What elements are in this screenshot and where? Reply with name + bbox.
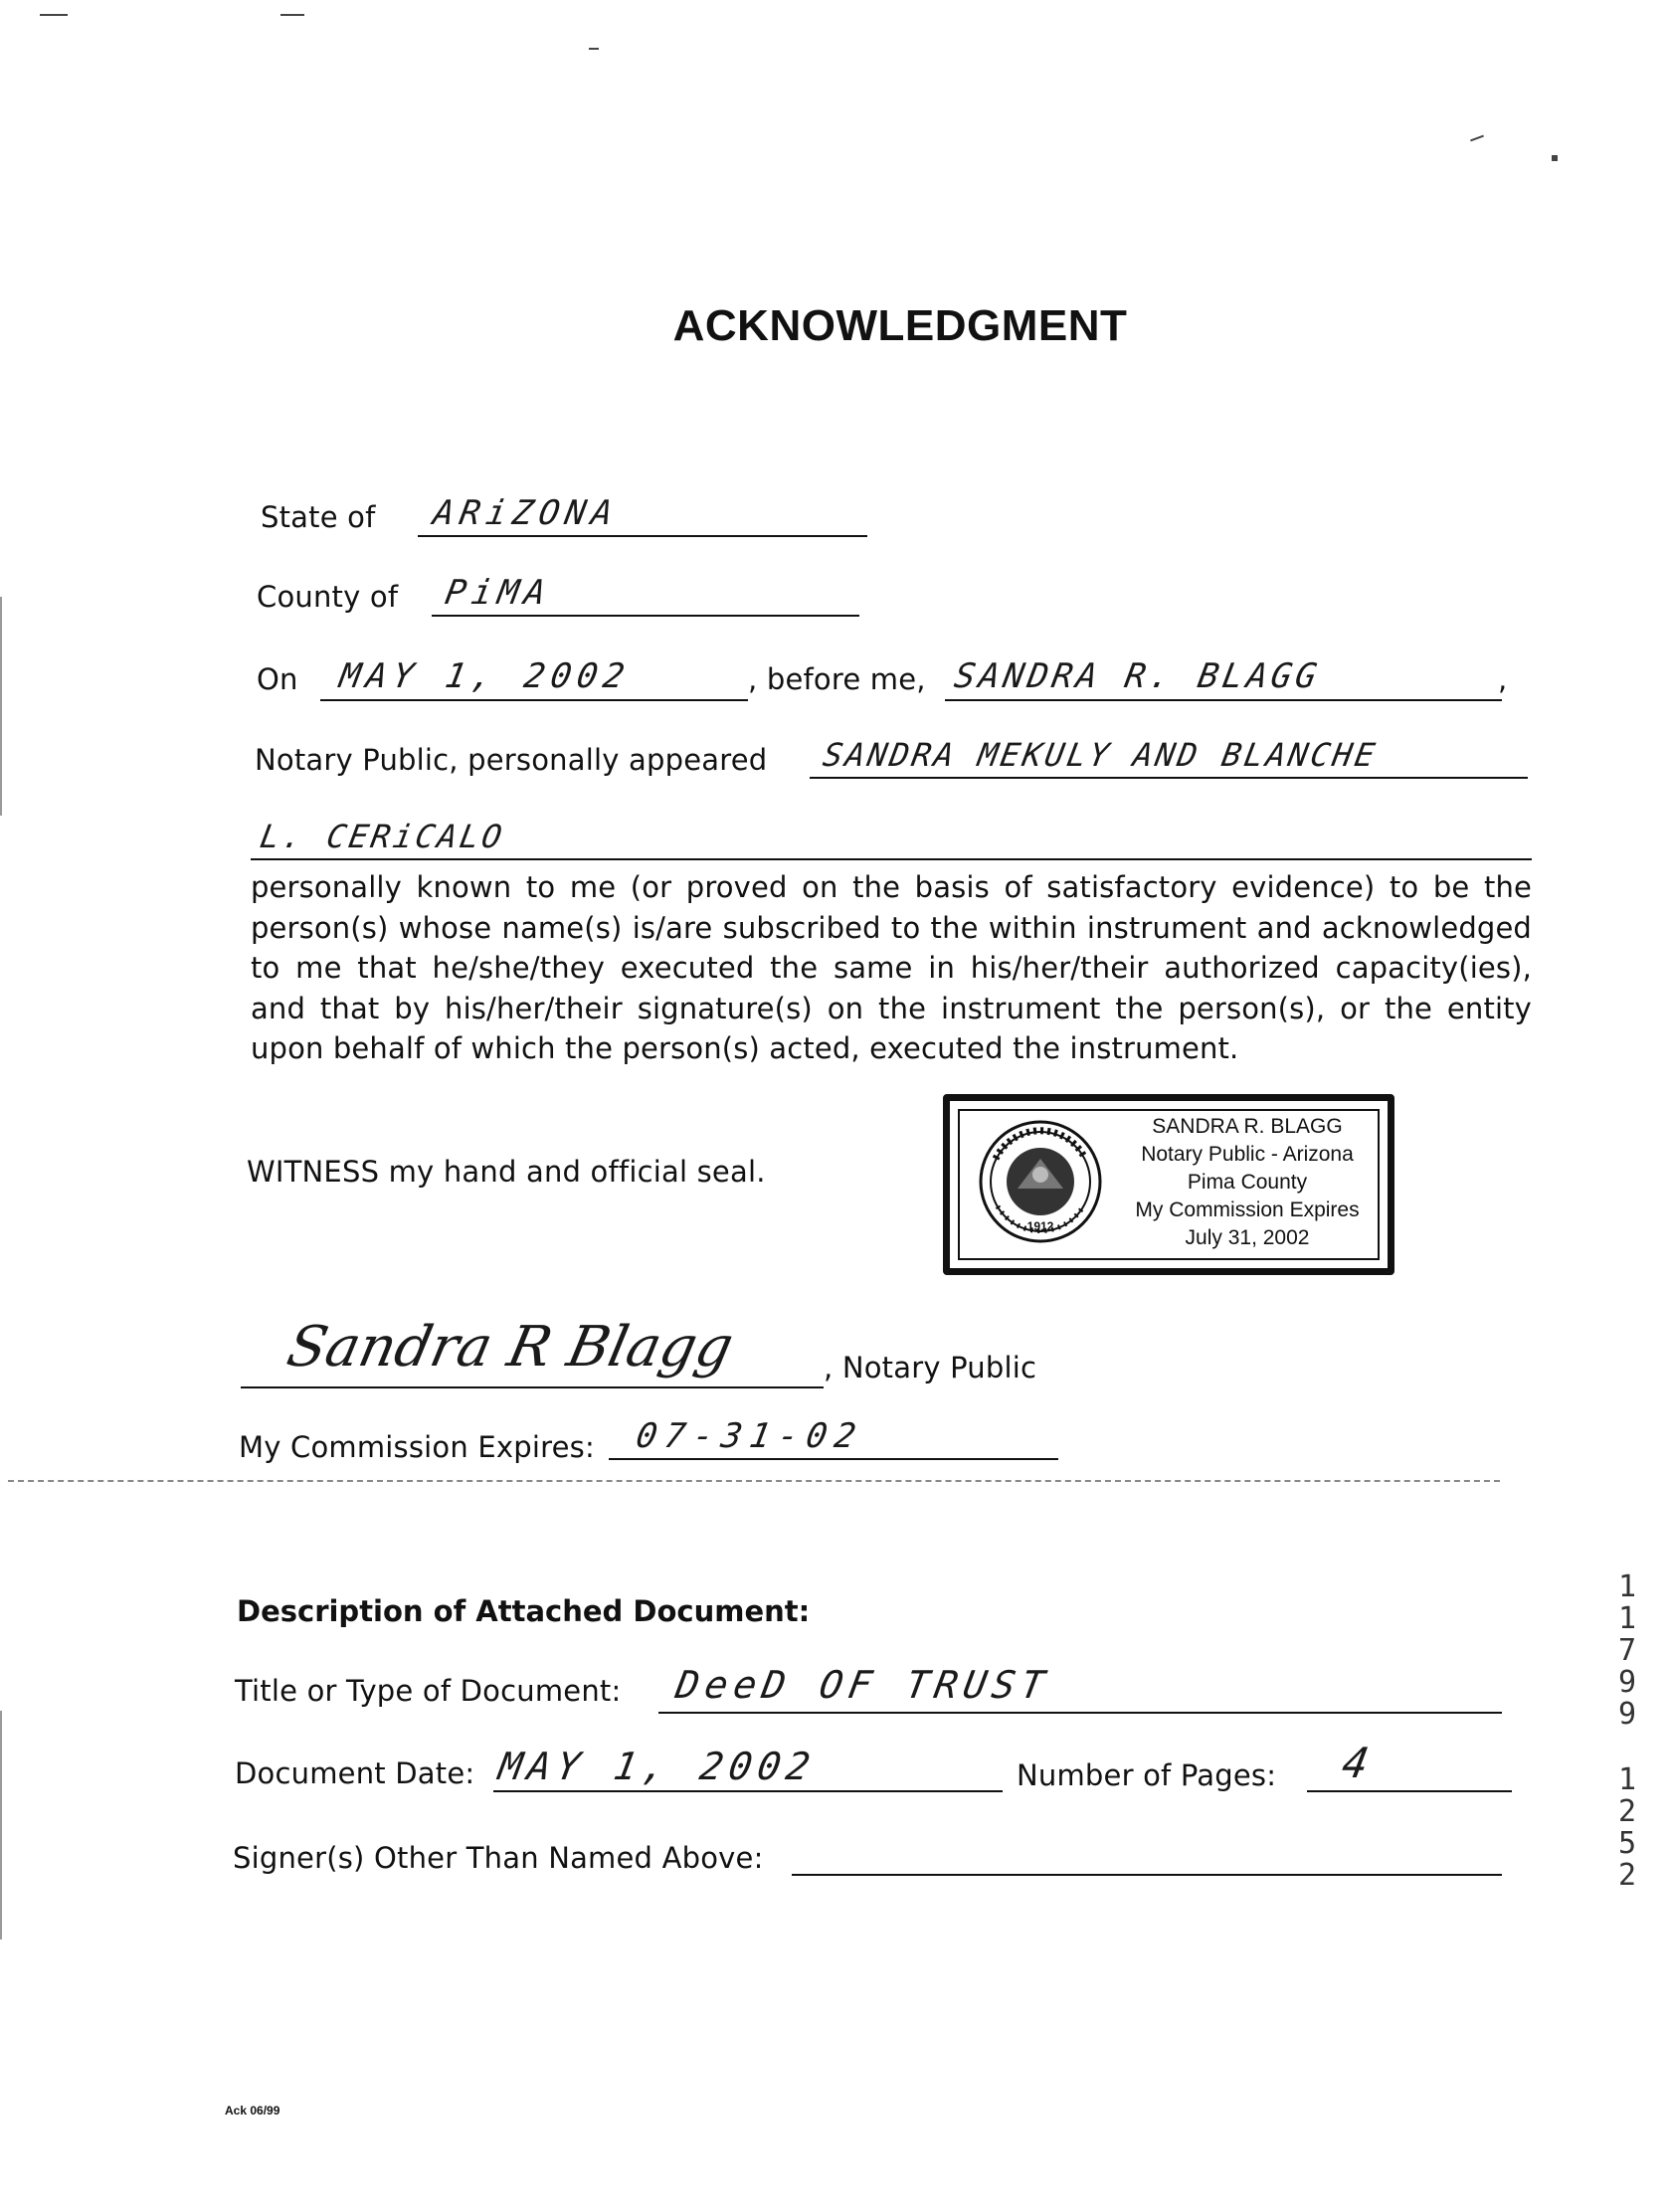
- form-code: Ack 06/99: [225, 2104, 280, 2118]
- recording-digit: 2: [1617, 1858, 1637, 1893]
- commission-value: 07-31-02: [633, 1416, 867, 1456]
- appeared-label: Notary Public, personally appeared: [255, 743, 768, 777]
- scan-artifact: [280, 14, 304, 16]
- scan-artifact: [1470, 135, 1484, 142]
- stamp-line-expires-label: My Commission Expires: [1135, 1198, 1360, 1221]
- state-label: State of: [261, 500, 376, 534]
- signers-label: Signer(s) Other Than Named Above:: [233, 1841, 764, 1875]
- stamp-line-county: Pima County: [1187, 1171, 1308, 1194]
- recording-digit: 5: [1617, 1826, 1637, 1861]
- doc-date-line: [493, 1790, 1003, 1792]
- doc-type-value: DeeD OF TRUST: [672, 1663, 1054, 1707]
- scan-artifact: [40, 14, 68, 16]
- notary-name: SANDRA R. BLAGG: [951, 656, 1324, 696]
- commission-line: [609, 1458, 1058, 1460]
- county-label: County of: [257, 580, 399, 614]
- appeared-line-1: [810, 777, 1528, 779]
- county-line: [432, 615, 859, 617]
- stamp-line-expires-date: July 31, 2002: [1185, 1226, 1310, 1249]
- recording-digit: 9: [1617, 1697, 1637, 1732]
- appeared-names-line2: L. CERiCALO: [257, 818, 508, 855]
- scan-artifact: [8, 1480, 1500, 1482]
- recording-gap: [1607, 1731, 1647, 1764]
- notary-public-label: , Notary Public: [824, 1351, 1037, 1384]
- acknowledgment-paragraph: personally known to me (or proved on the basis of satisfactory evidence) to be the person(s) whose name(s) is/are subscribed to the within instrument and acknowledged to me that he/she/they executed the same in his/her/their authorized capacity(ies), and that by his/her/their signature(s) on the instrument the person(s), or the entity upon behalf of which the person(s) acted, executed the instrument.: [251, 870, 1532, 1065]
- acknowledgment-date: MAY 1, 2002: [336, 656, 634, 696]
- recording-digit: 1: [1617, 1569, 1637, 1604]
- recording-digit: 7: [1617, 1633, 1637, 1668]
- scan-artifact: [1552, 155, 1558, 161]
- recording-digit: 1: [1617, 1601, 1637, 1636]
- doc-date-value: MAY 1, 2002: [495, 1745, 820, 1788]
- signature-line: [241, 1386, 824, 1388]
- witness-statement: WITNESS my hand and official seal.: [247, 1155, 766, 1189]
- scan-artifact: [589, 48, 599, 50]
- recording-digit: 1: [1617, 1762, 1637, 1797]
- pages-label: Number of Pages:: [1017, 1758, 1277, 1792]
- pages-value: 4: [1338, 1739, 1379, 1787]
- document-title: ACKNOWLEDGMENT: [672, 301, 1128, 350]
- pages-line: [1307, 1790, 1512, 1792]
- state-seal-icon: [978, 1119, 1103, 1244]
- state-value: ARiZONA: [430, 493, 622, 533]
- date-line: [320, 699, 748, 701]
- stamp-text: [1113, 1113, 1382, 1252]
- notary-name-line: [945, 699, 1502, 701]
- scan-artifact: [0, 1711, 2, 1939]
- seal-year: 1912: [1026, 1219, 1054, 1233]
- scan-artifact: [0, 597, 2, 816]
- on-label: On: [257, 662, 298, 696]
- before-me-label: , before me,: [748, 662, 926, 696]
- notary-stamp: [943, 1094, 1394, 1275]
- signers-line: [792, 1874, 1502, 1876]
- recording-digit: 2: [1617, 1794, 1637, 1829]
- trailing-comma: ,: [1498, 662, 1508, 696]
- recording-number: [1607, 1571, 1647, 1892]
- appeared-line-2: [251, 858, 1532, 860]
- doc-date-label: Document Date:: [235, 1756, 475, 1790]
- doc-type-label: Title or Type of Document:: [235, 1674, 622, 1708]
- commission-label: My Commission Expires:: [239, 1430, 595, 1464]
- notary-signature: Sandra R Blagg: [281, 1315, 739, 1380]
- stamp-line-title: Notary Public - Arizona: [1141, 1143, 1354, 1166]
- doc-type-line: [658, 1712, 1502, 1714]
- description-heading: Description of Attached Document:: [237, 1594, 811, 1628]
- appeared-names-line1: SANDRA MEKULY AND BLANCHE: [820, 736, 1381, 774]
- county-value: PiMA: [442, 573, 555, 613]
- stamp-line-name: SANDRA R. BLAGG: [1152, 1115, 1343, 1138]
- recording-digit: 9: [1617, 1665, 1637, 1700]
- state-line: [418, 535, 867, 537]
